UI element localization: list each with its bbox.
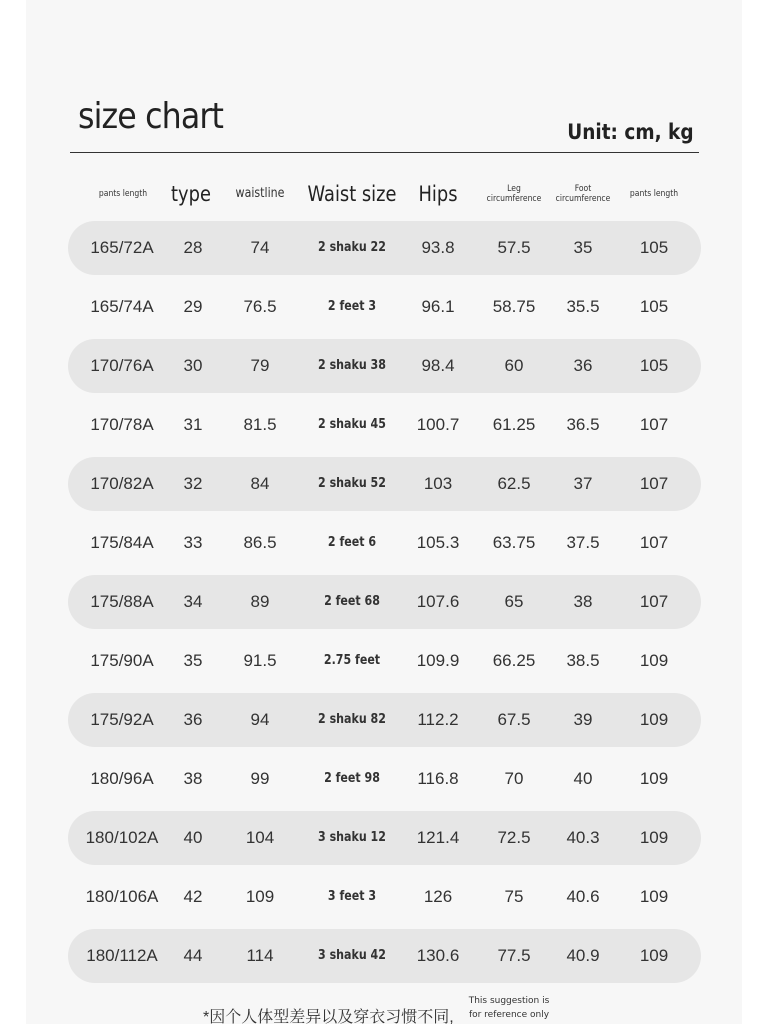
cell-waist-size: 2 shaku 38 — [318, 358, 386, 373]
cell-size: 180/106A — [85, 887, 159, 906]
header-pants-length-2: pants length — [629, 188, 679, 199]
cell-waistline: 94 — [250, 710, 270, 729]
cell-size: 180/96A — [90, 769, 154, 788]
cell-pants-length: 109 — [639, 769, 669, 788]
cell-type: 29 — [183, 297, 203, 316]
cell-waist-size: 3 shaku 42 — [318, 948, 386, 963]
cell-leg-circumference: 72.5 — [497, 828, 531, 847]
cell-pants-length: 107 — [639, 533, 669, 552]
cell-type: 36 — [183, 710, 203, 729]
cell-foot-circumference: 37 — [573, 474, 593, 493]
table-row — [68, 339, 701, 393]
cell-waist-size: 2 feet 3 — [327, 299, 377, 314]
cell-type: 32 — [183, 474, 203, 493]
cell-pants-length: 105 — [639, 238, 669, 257]
cell-pants-length: 109 — [639, 710, 669, 729]
unit-label: Unit: cm, kg — [567, 120, 694, 144]
footnote-chinese: *因个人体型差异以及穿衣习惯不同, — [203, 1009, 454, 1026]
header-hips: Hips — [418, 181, 458, 206]
cell-waistline: 86.5 — [243, 533, 277, 552]
cell-size: 165/74A — [90, 297, 154, 316]
cell-size: 170/76A — [90, 356, 154, 375]
cell-waist-size: 2 shaku 82 — [318, 712, 386, 727]
cell-pants-length: 109 — [639, 946, 669, 965]
cell-type: 34 — [183, 592, 203, 611]
cell-foot-circumference: 36 — [573, 356, 593, 375]
cell-size: 175/84A — [90, 533, 154, 552]
cell-waist-size: 2.75 feet — [323, 653, 381, 668]
cell-waist-size: 3 shaku 12 — [318, 830, 386, 845]
cell-hips: 100.7 — [416, 415, 460, 434]
cell-waistline: 99 — [250, 769, 270, 788]
cell-pants-length: 109 — [639, 651, 669, 670]
cell-hips: 116.8 — [417, 769, 459, 788]
cell-waistline: 109 — [245, 887, 275, 906]
table-row — [68, 221, 701, 275]
cell-size: 170/82A — [90, 474, 154, 493]
cell-hips: 130.6 — [416, 946, 460, 965]
cell-type: 38 — [183, 769, 203, 788]
cell-waistline: 91.5 — [243, 651, 277, 670]
cell-hips: 112.2 — [417, 710, 459, 729]
cell-hips: 107.6 — [416, 592, 460, 611]
cell-type: 31 — [183, 415, 203, 434]
cell-hips: 103 — [423, 474, 453, 493]
cell-waist-size: 2 shaku 22 — [318, 240, 386, 255]
table-row — [68, 280, 701, 334]
header-waistline: waistline — [235, 185, 285, 201]
table-row — [68, 516, 701, 570]
cell-hips: 105.3 — [416, 533, 460, 552]
cell-foot-circumference: 39 — [573, 710, 593, 729]
cell-waistline: 76.5 — [243, 297, 277, 316]
cell-pants-length: 107 — [639, 592, 669, 611]
cell-hips: 109.9 — [416, 651, 460, 670]
cell-pants-length: 105 — [639, 356, 669, 375]
cell-size: 175/92A — [90, 710, 154, 729]
cell-leg-circumference: 63.75 — [492, 533, 536, 552]
table-row — [68, 752, 701, 806]
header-leg-circumference: Leg circumference — [486, 183, 542, 204]
cell-pants-length: 107 — [639, 474, 669, 493]
cell-type: 40 — [183, 828, 203, 847]
table-row — [68, 811, 701, 865]
cell-leg-circumference: 58.75 — [492, 297, 536, 316]
cell-leg-circumference: 65 — [504, 592, 524, 611]
header-waist-size: Waist size — [307, 181, 397, 206]
cell-foot-circumference: 35.5 — [566, 297, 600, 316]
cell-leg-circumference: 70 — [504, 769, 524, 788]
cell-foot-circumference: 40.3 — [566, 828, 600, 847]
cell-foot-circumference: 37.5 — [566, 533, 600, 552]
cell-hips: 121.4 — [416, 828, 460, 847]
cell-type: 33 — [183, 533, 203, 552]
table-row — [68, 929, 701, 983]
cell-leg-circumference: 60 — [504, 356, 524, 375]
cell-foot-circumference: 40.9 — [566, 946, 600, 965]
cell-type: 42 — [183, 887, 203, 906]
cell-waist-size: 2 shaku 52 — [318, 476, 386, 491]
cell-type: 35 — [183, 651, 203, 670]
cell-type: 44 — [183, 946, 203, 965]
cell-waist-size: 3 feet 3 — [327, 889, 377, 904]
cell-waist-size: 2 shaku 45 — [318, 417, 386, 432]
cell-leg-circumference: 61.25 — [492, 415, 536, 434]
page-title: size chart — [78, 96, 224, 137]
cell-waist-size: 2 feet 6 — [327, 535, 377, 550]
table-row — [68, 634, 701, 688]
cell-foot-circumference: 36.5 — [566, 415, 600, 434]
cell-waistline: 104 — [245, 828, 275, 847]
cell-hips: 126 — [423, 887, 453, 906]
cell-foot-circumference: 35 — [573, 238, 593, 257]
cell-pants-length: 107 — [639, 415, 669, 434]
cell-waistline: 89 — [250, 592, 270, 611]
cell-hips: 98.4 — [421, 356, 455, 375]
cell-pants-length: 109 — [639, 887, 669, 906]
size-table — [68, 221, 701, 988]
cell-pants-length: 109 — [639, 828, 669, 847]
table-row — [68, 457, 701, 511]
cell-foot-circumference: 38 — [573, 592, 593, 611]
table-row — [68, 693, 701, 747]
cell-waistline: 81.5 — [243, 415, 277, 434]
cell-foot-circumference: 40.6 — [566, 887, 600, 906]
cell-size: 170/78A — [90, 415, 154, 434]
table-row — [68, 398, 701, 452]
cell-size: 180/112A — [86, 946, 158, 965]
cell-leg-circumference: 67.5 — [497, 710, 531, 729]
cell-size: 175/90A — [90, 651, 154, 670]
header-pants-length: pants length — [98, 188, 148, 199]
cell-type: 30 — [183, 356, 203, 375]
cell-foot-circumference: 40 — [573, 769, 593, 788]
cell-pants-length: 105 — [639, 297, 669, 316]
header-foot-circumference: Foot circumference — [555, 183, 611, 204]
cell-hips: 96.1 — [421, 297, 455, 316]
cell-type: 28 — [183, 238, 203, 257]
cell-size: 180/102A — [85, 828, 159, 847]
cell-size: 165/72A — [90, 238, 154, 257]
cell-leg-circumference: 57.5 — [497, 238, 531, 257]
header-type: type — [171, 181, 211, 206]
cell-leg-circumference: 66.25 — [492, 651, 536, 670]
table-row — [68, 575, 701, 629]
cell-size: 175/88A — [90, 592, 154, 611]
footnote-reference: This suggestion is for reference only — [468, 996, 550, 1020]
cell-waistline: 74 — [250, 238, 270, 257]
cell-waistline: 114 — [246, 946, 274, 965]
cell-waistline: 84 — [250, 474, 270, 493]
title-divider — [70, 152, 699, 153]
cell-leg-circumference: 77.5 — [497, 946, 531, 965]
cell-waist-size: 2 feet 68 — [324, 594, 380, 609]
table-row — [68, 870, 701, 924]
cell-leg-circumference: 62.5 — [497, 474, 531, 493]
cell-foot-circumference: 38.5 — [566, 651, 600, 670]
cell-waistline: 79 — [250, 356, 270, 375]
cell-hips: 93.8 — [421, 238, 455, 257]
cell-waist-size: 2 feet 98 — [324, 771, 380, 786]
cell-leg-circumference: 75 — [504, 887, 524, 906]
